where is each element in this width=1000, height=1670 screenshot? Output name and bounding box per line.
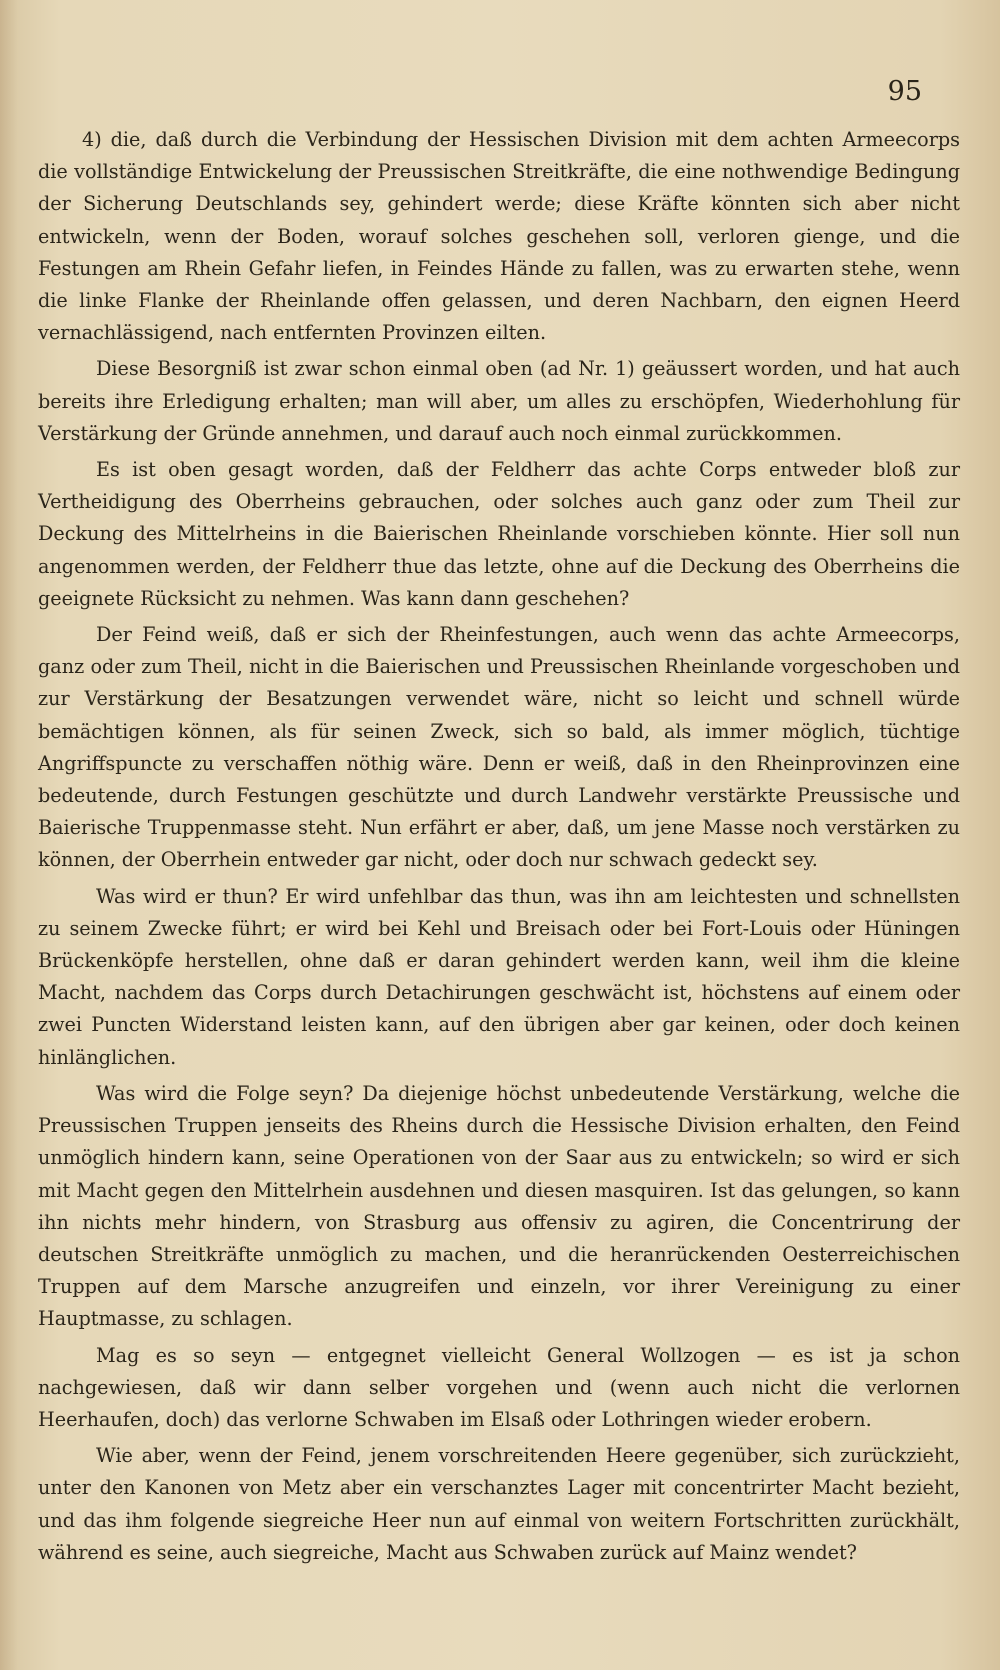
body-text (38, 124, 960, 1573)
paragraph-4: Der Feind weiß, daß er sich der Rheinfestungen, auch wenn das achte Armeecorps, ganz oder zum Theil, nicht in die Baierischen und Preussischen Rheinlande vorgeschoben und zur Verstärkung der Besatzungen verwendet wäre, nicht so leicht und schnell würde bemächtigen können, als für seinen Zweck, sich so bald, als immer möglich, tüchtige Angriffspuncte zu verschaffen nöthig wäre. Denn er weiß, daß in den Rheinprovinzen eine bedeutende, durch Festungen geschützte und durch Landwehr verstärkte Preussische und Baierische Truppenmasse steht. Nun erfährt er aber, daß, um jene Masse noch verstärken zu können, der Oberrhein entweder gar nicht, oder doch nur schwach gedeckt sey. (38, 623, 960, 872)
paragraph-1: 4) die, daß durch die Verbindung der Hessischen Division mit dem achten Armeecorps die vollständige Entwickelung der Preussischen Streitkräfte, die eine nothwendige Bedingung der Sicherung Deutschlands sey, gehindert werde; diese Kräfte könnten sich aber nicht entwickeln, wenn der Boden, worauf solches geschehen soll, verloren gienge, und die Festungen am Rhein Gefahr liefen, in Feindes Hände zu fallen, was zu erwarten stehe, wenn die linke Flanke der Rheinlande offen gelassen, und deren Nachbarn, den eignen Heerd vernachlässigend, nach entfernten Provinzen eilten. (38, 128, 960, 345)
paragraph-3: Es ist oben gesagt worden, daß der Feldherr das achte Corps entweder bloß zur Vertheidigung des Oberrheins gebrauchen, oder solches auch ganz oder zum Theil zur Deckung des Mittelrheins in die Baierischen Rheinlande vorschieben könnte. Hier soll nun angenommen werden, der Feldherr thue das letzte, ohne auf die Deckung des Oberrheins die geeignete Rücksicht zu nehmen. Was kann dann geschehen? (38, 458, 960, 610)
paragraph-5: Was wird er thun? Er wird unfehlbar das thun, was ihn am leichtesten und schnellsten zu seinem Zwecke führt; er wird bei Kehl und Breisach oder bei Fort-Louis oder Hüningen Brückenköpfe herstellen, ohne daß er daran gehindert werden kann, weil ihm die kleine Macht, nachdem das Corps durch Detachirungen geschwächt ist, höchstens auf einem oder zwei Puncten Widerstand leisten kann, auf den übrigen aber gar keinen, oder doch keinen hinlänglichen. (38, 884, 960, 1069)
paragraph-8: Wie aber, wenn der Feind, jenem vorschreitenden Heere gegenüber, sich zurückzieht, unter den Kanonen von Metz aber ein verschanztes Lager mit concentrirter Macht bezieht, und das ihm folgende siegreiche Heer nun auf einmal von weitern Fortschritten zurückhält, während es seine, auch siegreiche, Macht aus Schwaben zurück auf Mainz wendet? (38, 1444, 960, 1564)
paragraph-6: Was wird die Folge seyn? Da diejenige höchst unbedeutende Verstärkung, welche die Preussischen Truppen jenseits des Rheins durch die Hessische Division erhalten, den Feind unmöglich hindern kann, seine Operationen von der Saar aus zu entwickeln; so wird er sich mit Macht gegen den Mittelrhein ausdehnen und diesen masquiren. Ist das gelungen, so kann ihn nichts mehr hindern, von Strasburg aus offensiv zu agiren, die Concentrirung der deutschen Streitkräfte unmöglich zu machen, und die heranrückenden Oesterreichischen Truppen auf dem Marsche anzugreifen und einzeln, vor ihrer Vereinigung zu einer Hauptmasse, zu schlagen. (38, 1081, 960, 1331)
page-number: 95 (887, 76, 922, 107)
paragraph-2: Diese Besorgniß ist zwar schon einmal oben (ad Nr. 1) geäussert worden, und hat auch bereits ihre Erledigung erhalten; man will aber, um alles zu erschöpfen, Wiederhohlung für Verstärkung der Gründe annehmen, und darauf auch noch einmal zurückkommen. (38, 357, 960, 445)
paragraph-7: Mag es so seyn — entgegnet vielleicht General Wollzogen — es ist ja schon nachgewiesen, daß wir dann selber vorgehen und (wenn auch nicht die verlornen Heerhaufen, doch) das verlorne Schwaben im Elsaß oder Lothringen wieder erobern. (38, 1343, 960, 1431)
